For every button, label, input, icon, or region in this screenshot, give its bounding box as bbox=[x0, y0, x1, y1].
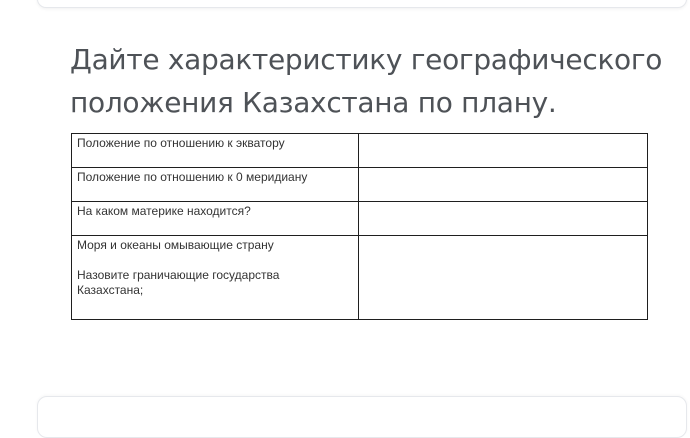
row-answer-cell bbox=[359, 202, 648, 236]
table-row bbox=[72, 236, 648, 320]
next-card bbox=[37, 396, 687, 438]
row-label: На каком материке находится? bbox=[72, 202, 359, 236]
row-label-extra: Назовите граничающие государства bbox=[77, 268, 280, 282]
row-label-spacer bbox=[77, 253, 353, 268]
row-answer-cell bbox=[359, 236, 648, 320]
row-label: Положение по отношению к экватору bbox=[72, 134, 359, 168]
question-line-2: положения Казахстана по плану. bbox=[70, 86, 557, 119]
question-line-1: Дайте характеристику географического bbox=[70, 43, 663, 76]
previous-card bbox=[37, 0, 687, 8]
row-answer-cell bbox=[359, 134, 648, 168]
row-label-cell bbox=[72, 236, 359, 320]
row-label-extra: Казахстана; bbox=[77, 283, 144, 297]
row-answer-cell bbox=[359, 168, 648, 202]
row-label: Моря и океаны омывающие страну bbox=[77, 238, 274, 252]
table-row bbox=[72, 168, 648, 202]
table-row bbox=[72, 134, 648, 168]
plan-table bbox=[71, 133, 648, 320]
question-text bbox=[70, 38, 670, 124]
table-row bbox=[72, 202, 648, 236]
row-label: Положение по отношению к 0 меридиану bbox=[72, 168, 359, 202]
